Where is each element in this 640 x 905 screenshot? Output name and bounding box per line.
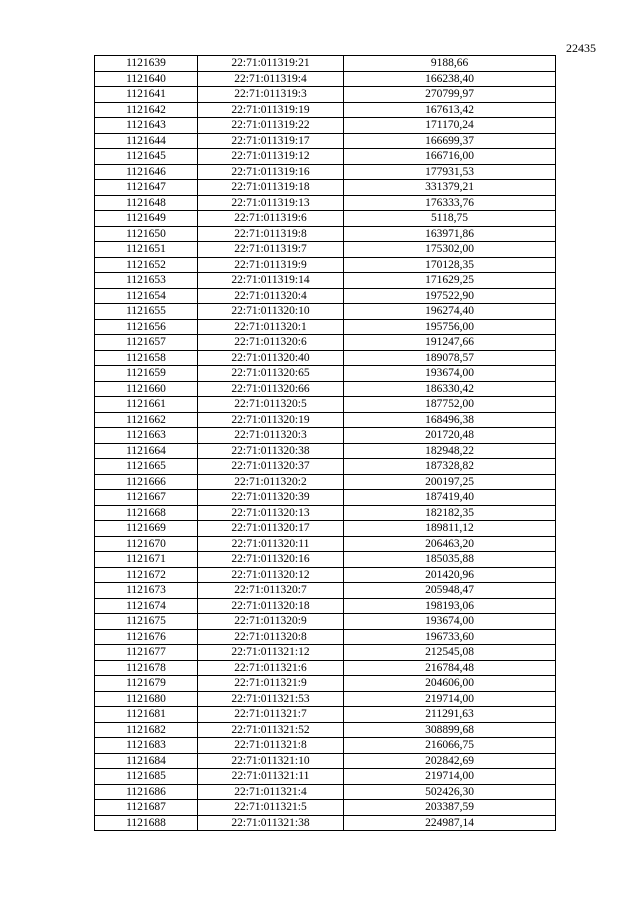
cadastral-number-cell: 22:71:011319:14: [198, 273, 344, 289]
table-row: [95, 226, 556, 242]
row-number-cell: 1121673: [95, 583, 198, 599]
row-number-cell: 1121669: [95, 521, 198, 537]
table-row: [95, 397, 556, 413]
cadastral-value-cell: 201420,96: [344, 567, 556, 583]
cadastral-value-cell: 9188,66: [344, 56, 556, 72]
cadastral-value-cell: 186330,42: [344, 381, 556, 397]
cadastral-value-cell: 212545,08: [344, 645, 556, 661]
cadastral-value-cell: 177931,53: [344, 164, 556, 180]
row-number-cell: 1121676: [95, 629, 198, 645]
cadastral-value-cell: 191247,66: [344, 335, 556, 351]
cadastral-value-cell: 216784,48: [344, 660, 556, 676]
table-row: [95, 753, 556, 769]
cadastral-value-cell: 197522,90: [344, 288, 556, 304]
row-number-cell: 1121675: [95, 614, 198, 630]
row-number-cell: 1121663: [95, 428, 198, 444]
cadastral-value-cell: 270799,97: [344, 87, 556, 103]
cadastral-value-cell: 198193,06: [344, 598, 556, 614]
table-row: [95, 490, 556, 506]
cadastral-number-cell: 22:71:011320:37: [198, 459, 344, 475]
cadastral-number-cell: 22:71:011321:9: [198, 676, 344, 692]
table-row: [95, 242, 556, 258]
row-number-cell: 1121670: [95, 536, 198, 552]
table-row: [95, 552, 556, 568]
table-body: [95, 56, 556, 831]
cadastral-number-cell: 22:71:011319:12: [198, 149, 344, 165]
table-row: [95, 211, 556, 227]
row-number-cell: 1121646: [95, 164, 198, 180]
table-row: [95, 738, 556, 754]
cadastral-value-cell: 167613,42: [344, 102, 556, 118]
cadastral-number-cell: 22:71:011319:8: [198, 226, 344, 242]
row-number-cell: 1121685: [95, 769, 198, 785]
row-number-cell: 1121688: [95, 815, 198, 831]
cadastral-number-cell: 22:71:011319:19: [198, 102, 344, 118]
cadastral-value-cell: 219714,00: [344, 691, 556, 707]
table-row: [95, 428, 556, 444]
row-number-cell: 1121658: [95, 350, 198, 366]
cadastral-number-cell: 22:71:011320:8: [198, 629, 344, 645]
row-number-cell: 1121656: [95, 319, 198, 335]
table-row: [95, 350, 556, 366]
cadastral-number-cell: 22:71:011319:6: [198, 211, 344, 227]
cadastral-value-cell: 193674,00: [344, 366, 556, 382]
cadastral-value-cell: 203387,59: [344, 800, 556, 816]
table-row: [95, 257, 556, 273]
cadastral-value-cell: 196274,40: [344, 304, 556, 320]
table-row: [95, 784, 556, 800]
table-row: [95, 660, 556, 676]
row-number-cell: 1121649: [95, 211, 198, 227]
cadastral-value-cell: 163971,86: [344, 226, 556, 242]
table-row: [95, 567, 556, 583]
row-number-cell: 1121667: [95, 490, 198, 506]
cadastral-number-cell: 22:71:011320:40: [198, 350, 344, 366]
cadastral-number-cell: 22:71:011319:13: [198, 195, 344, 211]
cadastral-value-cell: 189078,57: [344, 350, 556, 366]
row-number-cell: 1121684: [95, 753, 198, 769]
table-row: [95, 335, 556, 351]
cadastral-number-cell: 22:71:011319:7: [198, 242, 344, 258]
cadastral-number-cell: 22:71:011320:5: [198, 397, 344, 413]
row-number-cell: 1121652: [95, 257, 198, 273]
cadastral-number-cell: 22:71:011321:7: [198, 707, 344, 723]
row-number-cell: 1121677: [95, 645, 198, 661]
row-number-cell: 1121640: [95, 71, 198, 87]
cadastral-value-cell: 182948,22: [344, 443, 556, 459]
cadastral-number-cell: 22:71:011320:11: [198, 536, 344, 552]
cadastral-number-cell: 22:71:011319:3: [198, 87, 344, 103]
table-row: [95, 149, 556, 165]
cadastral-number-cell: 22:71:011321:4: [198, 784, 344, 800]
table-row: [95, 815, 556, 831]
row-number-cell: 1121657: [95, 335, 198, 351]
cadastral-value-cell: 171170,24: [344, 118, 556, 134]
table-row: [95, 381, 556, 397]
row-number-cell: 1121661: [95, 397, 198, 413]
table-row: [95, 443, 556, 459]
cadastral-number-cell: 22:71:011320:17: [198, 521, 344, 537]
table-row: [95, 102, 556, 118]
cadastral-value-cell: 185035,88: [344, 552, 556, 568]
cadastral-value-cell: 204606,00: [344, 676, 556, 692]
cadastral-number-cell: 22:71:011320:4: [198, 288, 344, 304]
table-row: [95, 133, 556, 149]
row-number-cell: 1121679: [95, 676, 198, 692]
cadastral-value-cell: 171629,25: [344, 273, 556, 289]
cadastral-value-cell: 205948,47: [344, 583, 556, 599]
row-number-cell: 1121645: [95, 149, 198, 165]
cadastral-number-cell: 22:71:011321:11: [198, 769, 344, 785]
cadastral-number-cell: 22:71:011321:10: [198, 753, 344, 769]
cadastral-number-cell: 22:71:011320:7: [198, 583, 344, 599]
row-number-cell: 1121651: [95, 242, 198, 258]
table-row: [95, 195, 556, 211]
table-row: [95, 676, 556, 692]
table-row: [95, 521, 556, 537]
cadastral-value-cell: 175302,00: [344, 242, 556, 258]
cadastral-number-cell: 22:71:011320:16: [198, 552, 344, 568]
table-row: [95, 164, 556, 180]
cadastral-number-cell: 22:71:011321:5: [198, 800, 344, 816]
table-row: [95, 71, 556, 87]
row-number-cell: 1121648: [95, 195, 198, 211]
cadastral-number-cell: 22:71:011320:9: [198, 614, 344, 630]
cadastral-value-cell: 182182,35: [344, 505, 556, 521]
row-number-cell: 1121672: [95, 567, 198, 583]
table-row: [95, 412, 556, 428]
cadastral-number-cell: 22:71:011320:3: [198, 428, 344, 444]
row-number-cell: 1121650: [95, 226, 198, 242]
row-number-cell: 1121644: [95, 133, 198, 149]
table-row: [95, 536, 556, 552]
cadastral-number-cell: 22:71:011320:2: [198, 474, 344, 490]
cadastral-value-cell: 200197,25: [344, 474, 556, 490]
cadastral-value-cell: 187752,00: [344, 397, 556, 413]
table-row: [95, 366, 556, 382]
row-number-cell: 1121664: [95, 443, 198, 459]
table-row: [95, 505, 556, 521]
table-row: [95, 598, 556, 614]
row-number-cell: 1121662: [95, 412, 198, 428]
row-number-cell: 1121654: [95, 288, 198, 304]
cadastral-value-cell: 187328,82: [344, 459, 556, 475]
row-number-cell: 1121653: [95, 273, 198, 289]
cadastral-number-cell: 22:71:011321:52: [198, 722, 344, 738]
row-number-cell: 1121655: [95, 304, 198, 320]
table-row: [95, 691, 556, 707]
table-row: [95, 273, 556, 289]
table-row: [95, 800, 556, 816]
cadastral-number-cell: 22:71:011319:17: [198, 133, 344, 149]
cadastral-number-cell: 22:71:011320:6: [198, 335, 344, 351]
cadastral-value-cell: 201720,48: [344, 428, 556, 444]
cadastral-number-cell: 22:71:011320:13: [198, 505, 344, 521]
cadastral-value-cell: 187419,40: [344, 490, 556, 506]
cadastral-number-cell: 22:71:011320:19: [198, 412, 344, 428]
row-number-cell: 1121642: [95, 102, 198, 118]
cadastral-number-cell: 22:71:011319:18: [198, 180, 344, 196]
cadastral-value-cell: 196733,60: [344, 629, 556, 645]
row-number-cell: 1121681: [95, 707, 198, 723]
table-row: [95, 118, 556, 134]
cadastral-number-cell: 22:71:011320:38: [198, 443, 344, 459]
row-number-cell: 1121682: [95, 722, 198, 738]
table-row: [95, 583, 556, 599]
cadastral-value-cell: 206463,20: [344, 536, 556, 552]
table-row: [95, 645, 556, 661]
cadastral-value-cell: 308899,68: [344, 722, 556, 738]
cadastral-value-cell: 195756,00: [344, 319, 556, 335]
cadastral-value-cell: 176333,76: [344, 195, 556, 211]
row-number-cell: 1121660: [95, 381, 198, 397]
row-number-cell: 1121687: [95, 800, 198, 816]
cadastral-number-cell: 22:71:011321:12: [198, 645, 344, 661]
table-row: [95, 288, 556, 304]
cadastral-value-cell: 166699,37: [344, 133, 556, 149]
row-number-cell: 1121643: [95, 118, 198, 134]
row-number-cell: 1121680: [95, 691, 198, 707]
cadastral-value-cell: 168496,38: [344, 412, 556, 428]
cadastral-number-cell: 22:71:011319:22: [198, 118, 344, 134]
row-number-cell: 1121639: [95, 56, 198, 72]
cadastral-number-cell: 22:71:011319:21: [198, 56, 344, 72]
cadastral-value-cell: 170128,35: [344, 257, 556, 273]
row-number-cell: 1121666: [95, 474, 198, 490]
cadastral-value-cell: 224987,14: [344, 815, 556, 831]
cadastral-value-cell: 202842,69: [344, 753, 556, 769]
cadastral-value-cell: 5118,75: [344, 211, 556, 227]
row-number-cell: 1121665: [95, 459, 198, 475]
table-row: [95, 614, 556, 630]
cadastral-number-cell: 22:71:011320:66: [198, 381, 344, 397]
table-row: [95, 319, 556, 335]
cadastral-value-cell: 166238,40: [344, 71, 556, 87]
table-row: [95, 474, 556, 490]
cadastral-value-cell: 216066,75: [344, 738, 556, 754]
cadastral-number-cell: 22:71:011320:18: [198, 598, 344, 614]
cadastral-number-cell: 22:71:011320:10: [198, 304, 344, 320]
page-number: 22435: [566, 41, 596, 55]
cadastral-number-cell: 22:71:011320:65: [198, 366, 344, 382]
cadastral-value-cell: 219714,00: [344, 769, 556, 785]
row-number-cell: 1121678: [95, 660, 198, 676]
row-number-cell: 1121671: [95, 552, 198, 568]
row-number-cell: 1121659: [95, 366, 198, 382]
cadastral-number-cell: 22:71:011321:53: [198, 691, 344, 707]
row-number-cell: 1121668: [95, 505, 198, 521]
table-row: [95, 769, 556, 785]
cadastral-number-cell: 22:71:011320:12: [198, 567, 344, 583]
table-row: [95, 722, 556, 738]
row-number-cell: 1121674: [95, 598, 198, 614]
row-number-cell: 1121683: [95, 738, 198, 754]
table-row: [95, 56, 556, 72]
cadastral-value-cell: 502426,30: [344, 784, 556, 800]
cadastral-number-cell: 22:71:011319:16: [198, 164, 344, 180]
table-row: [95, 459, 556, 475]
table-row: [95, 87, 556, 103]
cadastral-number-cell: 22:71:011319:9: [198, 257, 344, 273]
cadastral-value-cell: 193674,00: [344, 614, 556, 630]
cadastral-number-cell: 22:71:011321:8: [198, 738, 344, 754]
cadastral-number-cell: 22:71:011320:1: [198, 319, 344, 335]
row-number-cell: 1121686: [95, 784, 198, 800]
cadastral-value-cell: 211291,63: [344, 707, 556, 723]
row-number-cell: 1121641: [95, 87, 198, 103]
cadastral-value-table: [94, 55, 556, 831]
table-row: [95, 304, 556, 320]
row-number-cell: 1121647: [95, 180, 198, 196]
cadastral-number-cell: 22:71:011320:39: [198, 490, 344, 506]
table-row: [95, 707, 556, 723]
cadastral-number-cell: 22:71:011319:4: [198, 71, 344, 87]
cadastral-value-cell: 331379,21: [344, 180, 556, 196]
cadastral-number-cell: 22:71:011321:6: [198, 660, 344, 676]
cadastral-number-cell: 22:71:011321:38: [198, 815, 344, 831]
cadastral-value-cell: 189811,12: [344, 521, 556, 537]
table-row: [95, 629, 556, 645]
table-row: [95, 180, 556, 196]
cadastral-value-cell: 166716,00: [344, 149, 556, 165]
